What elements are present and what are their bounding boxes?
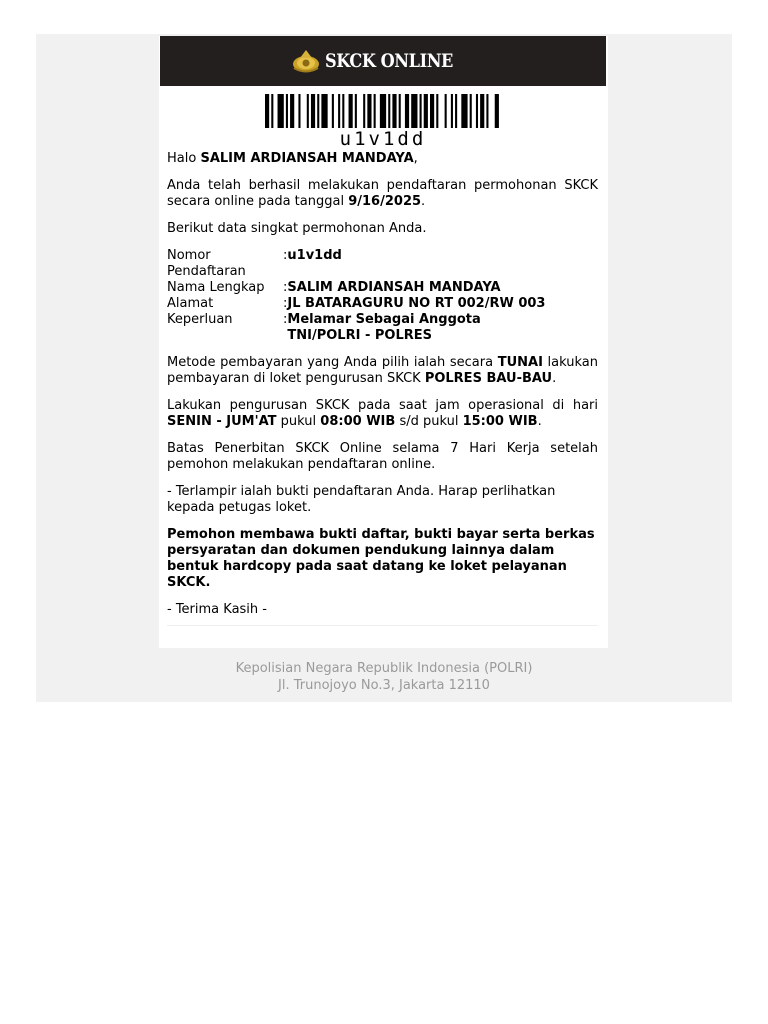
barcode-bar [445, 94, 447, 128]
end-time: 15:00 WIB [462, 414, 538, 429]
barcode-bar [388, 94, 390, 128]
footer-org: Kepolisian Negara Republik Indonesia (POLRI) [235, 661, 533, 676]
footer [36, 660, 732, 694]
barcode-bar [298, 94, 300, 128]
barcode-bar [321, 94, 327, 128]
barcode-bar [476, 94, 478, 128]
barcode-label: u1v1dd [339, 128, 427, 150]
intro-paragraph: Anda telah berhasil melakukan pendaftaran permohonan SKCK secara online pada tanggal 9/16/2025. [167, 178, 598, 209]
email-background [36, 34, 732, 702]
barcode-bar [461, 94, 467, 128]
detail-row: Keperluan : Melamar Sebagai Anggota TNI/POLRI - POLRES [167, 312, 547, 344]
barcode-bar [399, 94, 401, 128]
detail-label: Keperluan [167, 312, 233, 327]
registration-date: 9/16/2025 [348, 194, 422, 209]
detail-row: Nama Lengkap : SALIM ARDIANSAH MANDAYA [167, 280, 547, 296]
barcode-bar [380, 94, 386, 128]
detail-label: Nomor Pendaftaran [167, 248, 246, 279]
barcode-bar [470, 94, 472, 128]
barcode-bar [342, 94, 344, 128]
barcode-bar [495, 94, 499, 128]
police-emblem-icon [291, 48, 321, 74]
barcode-bar [392, 94, 396, 128]
hours-paragraph: Lakukan pengurusan SKCK pada saat jam operasional di hari SENIN - JUM'AT pukul 08:00 WIB s/d pukul 15:00 WIB. [167, 398, 598, 429]
barcode-bar [338, 94, 340, 128]
barcode-bar [290, 94, 294, 128]
barcode-bar [480, 94, 484, 128]
payment-paragraph: Metode pembayaran yang Anda pilih ialah secara TUNAI lakukan pembayaran di loket pengurusan SKCK POLRES BAU-BAU. [167, 355, 598, 386]
barcode-bar [486, 94, 488, 128]
barcode-bar [349, 94, 353, 128]
registration-details [167, 248, 547, 344]
barcode-bar [424, 94, 428, 128]
summary-intro: Berikut data singkat permohonan Anda. [167, 221, 427, 236]
barcode-bar [436, 94, 438, 128]
payment-location: POLRES BAU-BAU [424, 371, 553, 386]
payment-method: TUNAI [497, 355, 543, 370]
barcode-bar [307, 94, 309, 128]
barcode-bar [420, 94, 422, 128]
barcode-bar [311, 94, 315, 128]
barcode-bar [455, 94, 457, 128]
header-bar [160, 36, 606, 86]
app-title: SKCK ONLINE [324, 50, 453, 72]
barcode-bar [411, 94, 417, 128]
barcode-bar [265, 94, 269, 128]
barcode-bar [278, 94, 284, 128]
operating-days: SENIN - JUM'AT [167, 414, 277, 429]
barcode-bar [430, 94, 434, 128]
greeting: Halo SALIM ARDIANSAH MANDAYA, [167, 151, 418, 166]
email-body [167, 151, 598, 629]
barcode-image [265, 94, 501, 128]
detail-value: SALIM ARDIANSAH MANDAYA [287, 280, 501, 295]
detail-row: Alamat : JL BATARAGURU NO RT 002/RW 003 [167, 296, 546, 311]
barcode-bar [405, 94, 409, 128]
detail-value: u1v1dd [287, 248, 342, 263]
footer-address: Jl. Trunojoyo No.3, Jakarta 12110 [278, 678, 490, 693]
barcode-bar [363, 94, 365, 128]
start-time: 08:00 WIB [320, 414, 396, 429]
deadline-paragraph: Batas Penerbitan SKCK Online selama 7 Hari Kerja setelah pemohon melakukan pendaftaran online. [167, 441, 598, 472]
detail-row: Nomor Pendaftaran : u1v1dd [167, 248, 547, 280]
barcode-bar [374, 94, 376, 128]
detail-value: Melamar Sebagai Anggota TNI/POLRI - POLRES [287, 312, 481, 343]
barcode-bar [271, 94, 273, 128]
attachment-paragraph: - Terlampir ialah bukti pendaftaran Anda. Harap perlihatkan kepada petugas loket. [167, 484, 556, 515]
barcode-bar [451, 94, 453, 128]
email-card [159, 36, 608, 648]
detail-label: Nama Lengkap [167, 280, 265, 295]
barcode-bar [355, 94, 357, 128]
barcode-bar [317, 94, 319, 128]
closing-text: - Terima Kasih - [167, 602, 267, 617]
applicant-name: SALIM ARDIANSAH MANDAYA [200, 151, 414, 166]
divider [167, 625, 598, 626]
barcode-bar [332, 94, 334, 128]
detail-label: Alamat [167, 296, 214, 311]
barcode-bar [367, 94, 371, 128]
barcode-bar [286, 94, 288, 128]
detail-value: JL BATARAGURU NO RT 002/RW 003 [287, 296, 546, 311]
requirements-paragraph: Pemohon membawa bukti daftar, bukti bayar serta berkas persyaratan dan dokumen pendukung lainnya dalam bentuk hardcopy pada saat datang ke loket pelayanan SKCK. [167, 527, 595, 590]
logo [291, 48, 476, 74]
